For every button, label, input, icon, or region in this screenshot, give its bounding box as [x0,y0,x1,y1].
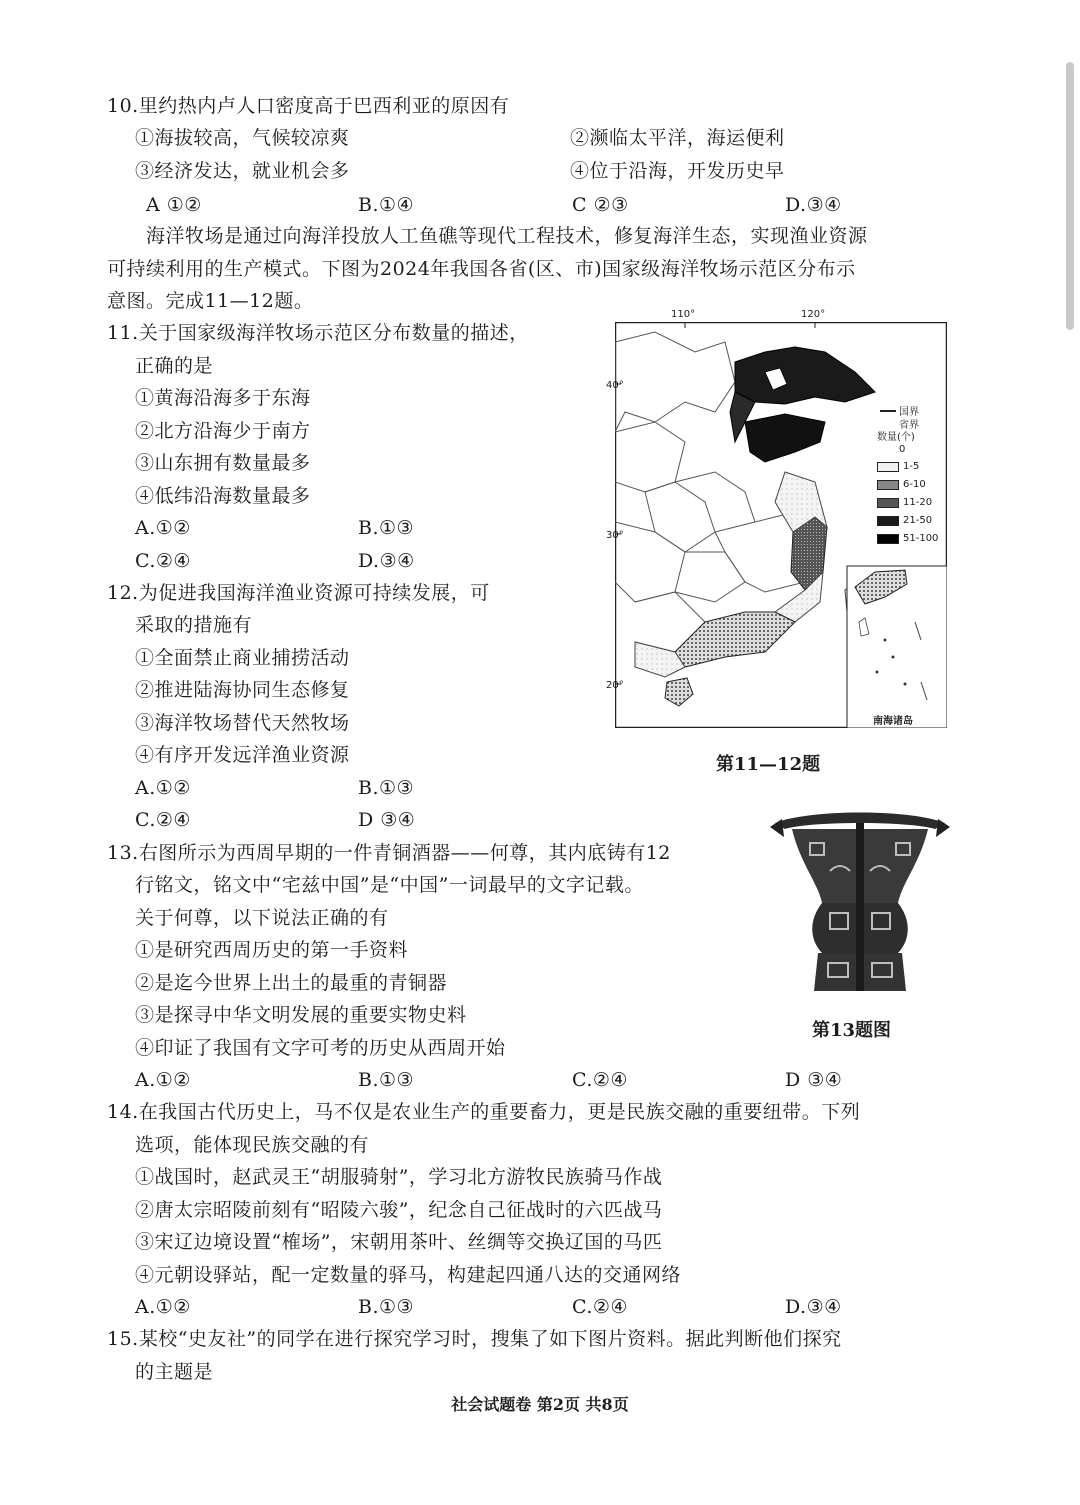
inset-label: 南海诸岛 [873,716,913,727]
q11-choice-c: C.②④ [135,550,191,572]
q14-option-3: ③宋辽边境设置“榷场”，宋朝用茶叶、丝绸等交换辽国的马匹 [135,1231,663,1253]
q11-stem-line-1: 11.关于国家级海洋牧场示范区分布数量的描述， [107,322,529,344]
legend-6-10: 6-10 [877,479,926,490]
q12-option-4: ④有序开发远洋渔业资源 [135,744,350,766]
q14-stem-line-1: 14.在我国古代历史上，马不仅是农业生产的重要畜力，更是民族交融的重要纽带。下列 [107,1101,861,1123]
q11-choice-d: D.③④ [358,550,415,572]
q11-stem-line-2: 正确的是 [135,355,214,377]
q11-option-2: ②北方沿海少于南方 [135,420,311,442]
map-caption: 第11—12题 [716,754,821,775]
q13-choice-d: D ③④ [785,1069,843,1091]
vertical-scrollbar[interactable] [1066,62,1074,330]
q14-choice-c: C.②④ [572,1296,628,1318]
q13-stem-line-2: 行铭文，铭文中“宅兹中国”是“中国”一词最早的文字记载。 [135,874,644,896]
q14-stem-line-2: 选项，能体现民族交融的有 [135,1134,370,1156]
legend-21-50: 21-50 [877,515,932,526]
q12-choice-c: C.②④ [135,809,191,831]
q14-option-4: ④元朝设驿站，配一定数量的驿马，构建起四通八达的交通网络 [135,1264,682,1286]
q13-choice-a: A.①② [135,1069,191,1091]
q14-option-1: ①战国时，赵武灵王“胡服骑射”，学习北方游牧民族骑马作战 [135,1166,663,1188]
intro-line-2: 可持续利用的生产模式。下图为2024年我国各省(区、市)国家级海洋牧场示范区分布示 [107,258,856,280]
q14-option-2: ②唐太宗昭陵前刻有“昭陵六骏”，纪念自己征战时的六匹战马 [135,1199,663,1221]
q10-choice-c: C ②③ [572,194,629,216]
legend-11-20: 11-20 [877,497,932,508]
q13-choice-b: B.①③ [358,1069,415,1091]
intro-line-3: 意图。完成11—12题。 [107,290,314,312]
he-zun-image [770,803,950,1003]
q13-stem-line-1: 13.右图所示为西周早期的一件青铜酒器——何尊，其内底铸有12 [107,842,671,864]
q10-option-4: ④位于沿海，开发历史早 [570,160,785,182]
lat-30-label: 30° [606,530,624,541]
legend-title: 数量(个) [877,432,915,443]
legend-provincial-border: 省界 [899,420,919,431]
q14-choice-d: D.③④ [785,1296,842,1318]
legend-51-100: 51-100 [877,533,938,544]
q12-option-2: ②推进陆海协同生态修复 [135,679,350,701]
q11-choice-a: A.①② [135,517,191,539]
q12-stem-line-1: 12.为促进我国海洋渔业资源可持续发展，可 [107,582,490,604]
lat-40-label: 40° [606,380,624,391]
q11-option-3: ③山东拥有数量最多 [135,452,311,474]
q15-stem-line-1: 15.某校“史友社”的同学在进行探究学习时，搜集了如下图片资料。据此判断他们探究 [107,1328,842,1350]
q13-option-2: ②是迄今世界上出土的最重的青铜器 [135,972,448,994]
legend-1-5: 1-5 [877,461,919,472]
q13-option-4: ④印证了我国有文字可考的历史从西周开始 [135,1037,506,1059]
q11-choice-b: B.①③ [358,517,415,539]
q12-choice-d: D ③④ [358,809,416,831]
q13-stem-line-3: 关于何尊，以下说法正确的有 [135,907,389,929]
legend-zero: 0 [899,444,906,455]
legend-national-border: 国界 [880,403,919,418]
q11-option-4: ④低纬沿海数量最多 [135,485,311,507]
intro-line-1: 海洋牧场是通过向海洋投放人工鱼礁等现代工程技术，修复海洋生态，实现渔业资源 [146,225,868,247]
q10-choice-d: D.③④ [785,194,842,216]
q15-stem-line-2: 的主题是 [135,1361,214,1383]
q13-option-3: ③是探寻中华文明发展的重要实物史料 [135,1004,467,1026]
q13-choice-c: C.②④ [572,1069,628,1091]
q10-option-1: ①海拔较高，气候较凉爽 [135,127,350,149]
q11-option-1: ①黄海沿海多于东海 [135,387,311,409]
lat-20-label: 20° [606,680,624,691]
q10-option-3: ③经济发达，就业机会多 [135,160,350,182]
he-zun-bronze-vessel [770,803,950,1003]
q14-choice-b: B.①③ [358,1296,415,1318]
q12-choice-a: A.①② [135,777,191,799]
marine-ranch-map [606,322,947,728]
q12-choice-b: B.①③ [358,777,415,799]
lon-110-label: 110° [671,309,696,320]
q10-choice-a: A ①② [146,194,202,216]
q10-stem: 10.里约热内卢人口密度高于巴西利亚的原因有 [107,95,510,117]
vessel-caption: 第13题图 [812,1020,892,1041]
q10-option-2: ②濒临太平洋，海运便利 [570,127,785,149]
q12-stem-line-2: 采取的措施有 [135,614,253,636]
page-footer: 社会试题卷 第2页 共8页 [451,1395,629,1414]
q12-option-1: ①全面禁止商业捕捞活动 [135,647,350,669]
q14-choice-a: A.①② [135,1296,191,1318]
lon-120-label: 120° [801,309,826,320]
q10-choice-b: B.①④ [358,194,415,216]
q12-option-3: ③海洋牧场替代天然牧场 [135,712,350,734]
q13-option-1: ①是研究西周历史的第一手资料 [135,939,409,961]
